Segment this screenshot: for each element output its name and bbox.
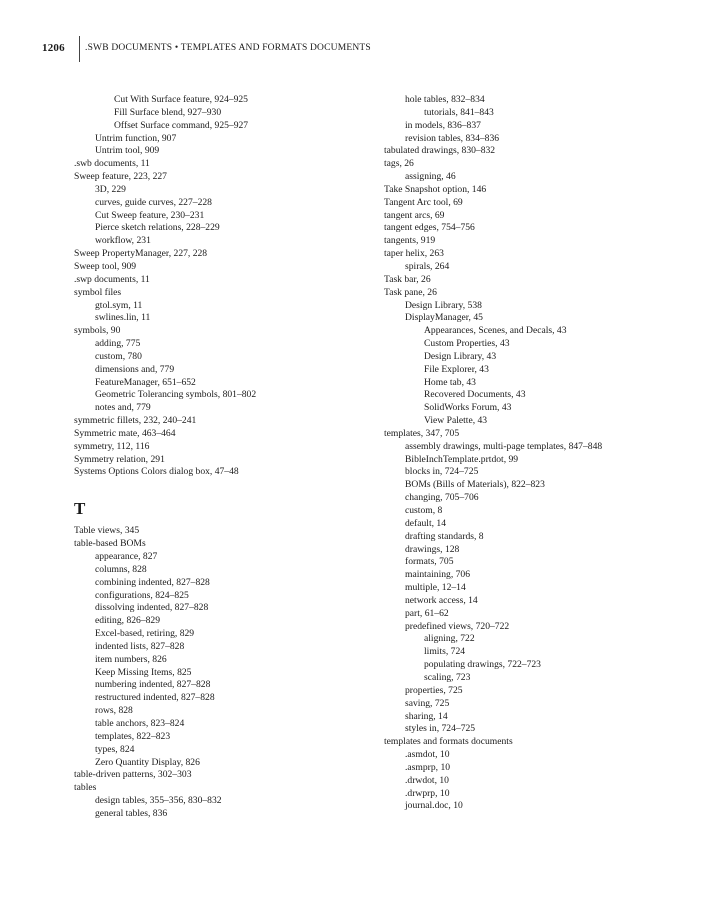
index-entry: Custom Properties, 43	[424, 338, 510, 350]
index-entries-after-section	[74, 525, 374, 820]
index-entry: table anchors, 823–824	[95, 717, 185, 729]
index-entry: tags, 26	[384, 158, 414, 170]
index-entry: templates, 822–823	[95, 730, 171, 742]
index-entry: drafting standards, 8	[405, 530, 484, 542]
index-entry: journal.doc, 10	[405, 800, 463, 812]
index-entry: Symmetric mate, 463–464	[74, 427, 176, 439]
section-letter: T	[74, 499, 86, 519]
index-entry: styles in, 724–725	[405, 723, 476, 735]
index-entry: changing, 705–706	[405, 492, 479, 504]
index-entry: Appearances, Scenes, and Decals, 43	[424, 325, 567, 337]
index-entry: sharing, 14	[405, 710, 448, 722]
index-entry: SolidWorks Forum, 43	[424, 402, 512, 414]
index-entry: tabulated drawings, 830–832	[384, 145, 496, 157]
index-entry: notes and, 779	[95, 402, 151, 414]
index-entry: Systems Options Colors dialog box, 47–48	[74, 466, 239, 478]
index-entry: symbols, 90	[74, 325, 121, 337]
index-entry: revision tables, 834–836	[405, 132, 500, 144]
page-header	[0, 36, 717, 62]
index-entry: maintaining, 706	[405, 569, 471, 581]
index-entry: Cut With Surface feature, 924–925	[114, 94, 248, 105]
index-entry: design tables, 355–356, 830–832	[95, 795, 222, 807]
index-entry: Geometric Tolerancing symbols, 801–802	[95, 389, 257, 401]
index-entry: table-based BOMs	[74, 538, 146, 550]
index-entry: in models, 836–837	[405, 119, 481, 131]
index-entry: predefined views, 720–722	[405, 620, 510, 632]
index-entry: Zero Quantity Display, 826	[95, 756, 200, 768]
index-entry: 3D, 229	[95, 183, 126, 195]
index-entry: custom, 8	[405, 505, 443, 516]
index-entry: Tangent Arc tool, 69	[384, 196, 463, 208]
index-entry: templates and formats documents	[384, 736, 513, 748]
index-entry: Untrim tool, 909	[95, 145, 160, 157]
index-entry: Design Library, 538	[405, 299, 482, 311]
index-entry: dimensions and, 779	[95, 363, 175, 375]
index-entry: tangents, 919	[384, 235, 436, 247]
index-entry: configurations, 824–825	[95, 589, 189, 601]
index-entry: general tables, 836	[95, 807, 168, 819]
index-entry: Sweep PropertyManager, 227, 228	[74, 248, 208, 260]
index-entry: dissolving indented, 827–828	[95, 602, 209, 614]
header-divider	[79, 36, 80, 62]
index-entry: properties, 725	[405, 684, 463, 696]
index-entry: tangent edges, 754–756	[384, 222, 475, 234]
index-entries-right	[384, 94, 684, 813]
index-entry: Untrim function, 907	[95, 132, 177, 144]
index-entry: tables	[74, 782, 97, 794]
index-entry: multiple, 12–14	[405, 582, 466, 594]
index-entry: symbol files	[74, 286, 122, 298]
index-column-right	[384, 94, 684, 813]
index-entry: .asmprp, 10	[405, 761, 451, 773]
index-entry: workflow, 231	[95, 235, 151, 247]
index-entry: aligning, 722	[424, 633, 475, 645]
index-entry: part, 61–62	[405, 607, 449, 619]
index-entry: FeatureManager, 651–652	[95, 376, 196, 388]
index-entry: Symmetry relation, 291	[74, 453, 165, 465]
index-entry: Excel-based, retiring, 829	[95, 628, 195, 640]
index-entry: numbering indented, 827–828	[95, 679, 211, 691]
index-entry: blocks in, 724–725	[405, 466, 479, 478]
index-entry: symmetric fillets, 232, 240–241	[74, 415, 197, 427]
index-entry: File Explorer, 43	[424, 363, 489, 375]
index-entry: editing, 826–829	[95, 615, 161, 627]
index-column-left	[74, 94, 374, 821]
index-entry: custom, 780	[95, 350, 142, 362]
index-entry: symmetry, 112, 116	[74, 440, 150, 452]
index-entry: Take Snapshot option, 146	[384, 183, 487, 195]
index-entry: taper helix, 263	[384, 248, 444, 260]
index-entry: network access, 14	[405, 594, 478, 606]
index-entry: scaling, 723	[424, 671, 471, 683]
index-entry: rows, 828	[95, 705, 133, 717]
index-entry: DisplayManager, 45	[405, 312, 483, 324]
index-entry: assembly drawings, multi-page templates, 847–848	[405, 440, 603, 452]
index-entry: restructured indented, 827–828	[95, 692, 215, 704]
index-entry: .swp documents, 11	[74, 273, 150, 285]
index-entry: tangent arcs, 69	[384, 209, 445, 221]
index-entry: combining indented, 827–828	[95, 576, 210, 588]
index-entry: Cut Sweep feature, 230–231	[95, 209, 205, 221]
index-entry: item numbers, 826	[95, 653, 167, 665]
index-entry: Design Library, 43	[424, 350, 497, 362]
index-entry: .drwdot, 10	[405, 774, 449, 786]
index-entry: curves, guide curves, 227–228	[95, 196, 212, 208]
index-entry: indented lists, 827–828	[95, 640, 185, 652]
index-entry: Home tab, 43	[424, 376, 476, 388]
index-entry: appearance, 827	[95, 551, 158, 562]
page-number: 1206	[42, 42, 65, 54]
index-entry: Offset Surface command, 925–927	[114, 119, 249, 131]
index-entry: hole tables, 832–834	[405, 94, 485, 105]
index-entry: BOMs (Bills of Materials), 822–823	[405, 479, 545, 491]
index-entry: spirals, 264	[405, 260, 450, 272]
index-entry: Recovered Documents, 43	[424, 389, 526, 401]
running-head: .SWB DOCUMENTS • TEMPLATES AND FORMATS DOCUMENTS	[85, 43, 371, 53]
index-entry: Table views, 345	[74, 525, 140, 537]
index-entry: table-driven patterns, 302–303	[74, 769, 192, 781]
index-entry: swlines.lin, 11	[95, 312, 151, 324]
index-entry: columns, 828	[95, 563, 147, 575]
index-entry: BibleInchTemplate.prtdot, 99	[405, 453, 519, 465]
index-entry: .drwprp, 10	[405, 787, 450, 799]
index-entries-before-section	[74, 94, 374, 479]
index-entry: formats, 705	[405, 556, 454, 568]
index-entry: default, 14	[405, 517, 447, 529]
index-entry: Task bar, 26	[384, 273, 431, 285]
index-entry: Fill Surface blend, 927–930	[114, 106, 222, 118]
index-entry: populating drawings, 722–723	[424, 659, 541, 671]
index-entry: Task pane, 26	[384, 286, 437, 298]
index-entry: types, 824	[95, 743, 135, 755]
index-entry: Sweep feature, 223, 227	[74, 171, 167, 183]
index-entry: tutorials, 841–843	[424, 106, 494, 118]
index-entry: saving, 725	[405, 697, 450, 709]
index-entry: .swb documents, 11	[74, 158, 150, 170]
index-entry: templates, 347, 705	[384, 427, 460, 439]
index-entry: View Palette, 43	[424, 415, 488, 427]
index-entry: adding, 775	[95, 338, 141, 350]
index-entry: drawings, 128	[405, 543, 460, 555]
index-entry: gtol.sym, 11	[95, 299, 143, 311]
index-entry: .asmdot, 10	[405, 749, 450, 761]
index-entry: Pierce sketch relations, 228–229	[95, 222, 220, 234]
index-entry: limits, 724	[424, 646, 466, 658]
index-entry: Keep Missing Items, 825	[95, 666, 192, 678]
index-entry: Sweep tool, 909	[74, 260, 137, 272]
index-entry: assigning, 46	[405, 171, 456, 183]
